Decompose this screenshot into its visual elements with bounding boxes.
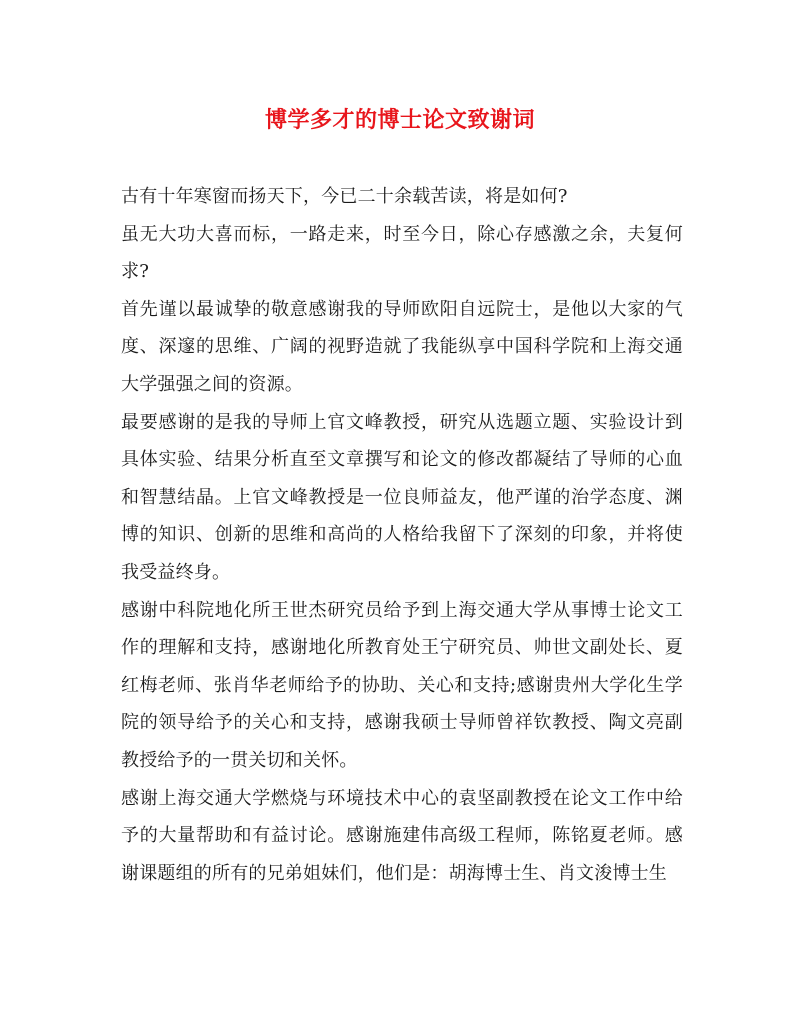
paragraph-4: 最要感谢的是我的导师上官文峰教授，研究从选题立题、实验设计到具体实验、结果分析直至文章撰写和论文的修改都凝结了导师的心血和智慧结晶。上官文峰教授是一位良师益友，他严谨的治学态度、渊博的知识、创新的思维和高尚的人格给我留下了深刻的印象，并将使我受益终身。 [121, 411, 683, 583]
paragraph-6: 感谢上海交通大学燃烧与环境技术中心的袁坚副教授在论文工作中给予的大量帮助和有益讨论。感谢施建伟高级工程师，陈铭夏老师。感谢课题组的所有的兄弟姐妹们，他们是：胡海博士生、肖文浚博士生 [121, 787, 683, 884]
document-body [121, 178, 683, 892]
document-title: 博学多才的博士论文致谢词 [264, 107, 535, 133]
paragraph-2: 虽无大功大喜而标，一路走来，时至今日，除心存感激之余，夫复何求? [121, 223, 683, 283]
paragraph-3: 首先谨以最诚挚的敬意感谢我的导师欧阳自远院士，是他以大家的气度、深邃的思维、广阔的视野造就了我能纵享中国科学院和上海交通大学强强之间的资源。 [121, 298, 683, 395]
paragraph-1: 古有十年寒窗而扬天下，今已二十余载苦读，将是如何? [121, 186, 568, 207]
paragraph-5: 感谢中科院地化所王世杰研究员给予到上海交通大学从事博士论文工作的理解和支持，感谢地化所教育处王宁研究员、帅世文副处长、夏红梅老师、张肖华老师给予的协助、关心和支持;感谢贵州大学化生学院的领导给予的关心和支持，感谢我硕士导师曾祥钦教授、陶文亮副教授给予的一贯关切和关怀。 [121, 599, 683, 771]
